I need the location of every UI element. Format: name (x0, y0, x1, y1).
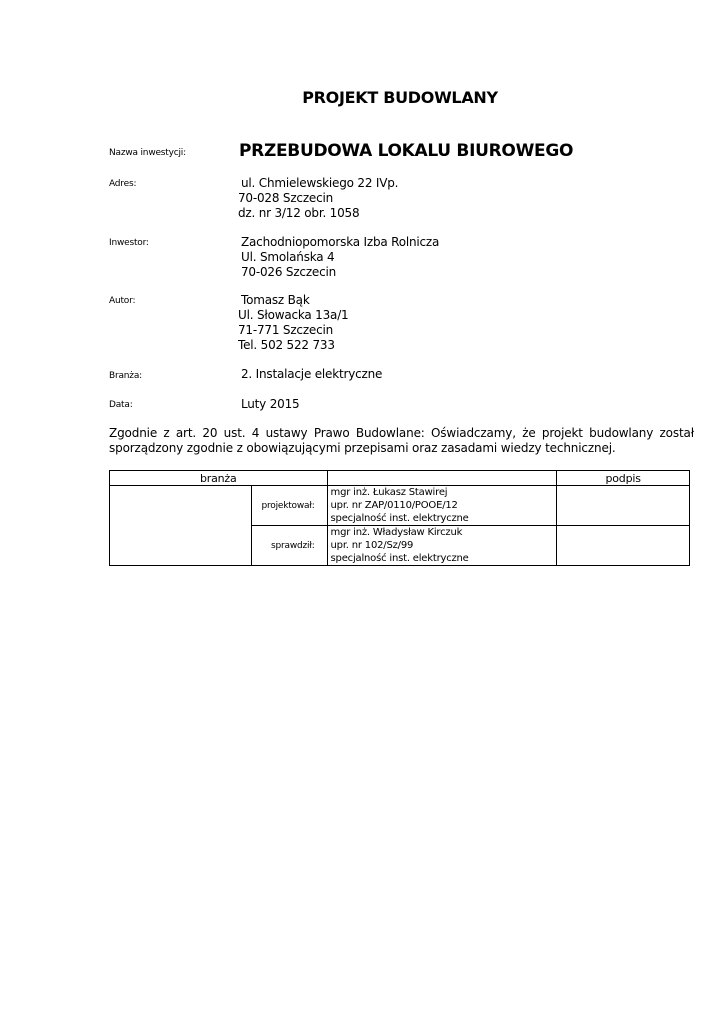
header-branza: branża (110, 471, 328, 486)
table-row (110, 486, 690, 526)
signature-table (109, 470, 690, 566)
address-block (238, 176, 398, 221)
role-cell: projektował: (251, 486, 327, 526)
author-line: Ul. Słowacka 13a/1 (238, 308, 349, 322)
investment-name: PRZEBUDOWA LOKALU BIUROWEGO (239, 141, 574, 161)
author-line: 71-771 Szczecin (238, 323, 334, 337)
person-line: mgr inż. Łukasz Stawirej (330, 487, 448, 498)
date-value: Luty 2015 (241, 397, 300, 411)
address-line: dz. nr 3/12 obr. 1058 (238, 206, 360, 220)
person-cell (327, 486, 557, 526)
author-label: Autor: (109, 296, 136, 306)
signature-cell (557, 526, 690, 566)
investor-block (241, 235, 439, 280)
person-line: specjalność inst. elektryczne (330, 513, 469, 524)
branch-label: Branża: (109, 371, 142, 381)
person-line: upr. nr 102/Sz/99 (330, 540, 414, 551)
investor-line: 70-026 Szczecin (241, 265, 337, 279)
person-line: specjalność inst. elektryczne (330, 553, 469, 564)
author-line: Tomasz Bąk (241, 293, 310, 307)
investor-line: Zachodniopomorska Izba Rolnicza (241, 235, 440, 249)
person-line: upr. nr ZAP/0110/POOE/12 (330, 500, 458, 511)
date-label: Data: (109, 400, 133, 410)
person-line: mgr inż. Władysław Kirczuk (330, 527, 463, 538)
header-empty (327, 471, 557, 486)
address-label: Adres: (109, 179, 137, 189)
address-line: 70-028 Szczecin (238, 191, 334, 205)
branch-value: 2. Instalacje elektryczne (241, 367, 383, 381)
header-podpis: podpis (557, 471, 690, 486)
address-line: ul. Chmielewskiego 22 IVp. (241, 176, 399, 190)
statement-paragraph: Zgodnie z art. 20 ust. 4 ustawy Prawo Budowlane: Oświadczamy, że projekt budowlany został sporządzony zgodnie z obowiązującymi przepisami oraz zasadami wiedzy technicznej. (109, 426, 694, 455)
investor-line: Ul. Smolańska 4 (241, 250, 335, 264)
branch-cell (110, 486, 252, 566)
role-cell: sprawdził: (251, 526, 327, 566)
signature-cell (557, 486, 690, 526)
table-header-row (110, 471, 690, 486)
author-block (238, 293, 349, 353)
person-cell (327, 526, 557, 566)
page-title: PROJEKT BUDOWLANY (302, 88, 498, 107)
investment-label: Nazwa inwestycji: (109, 148, 186, 158)
author-line: Tel. 502 522 733 (238, 338, 335, 352)
investor-label: Inwestor: (109, 238, 149, 248)
